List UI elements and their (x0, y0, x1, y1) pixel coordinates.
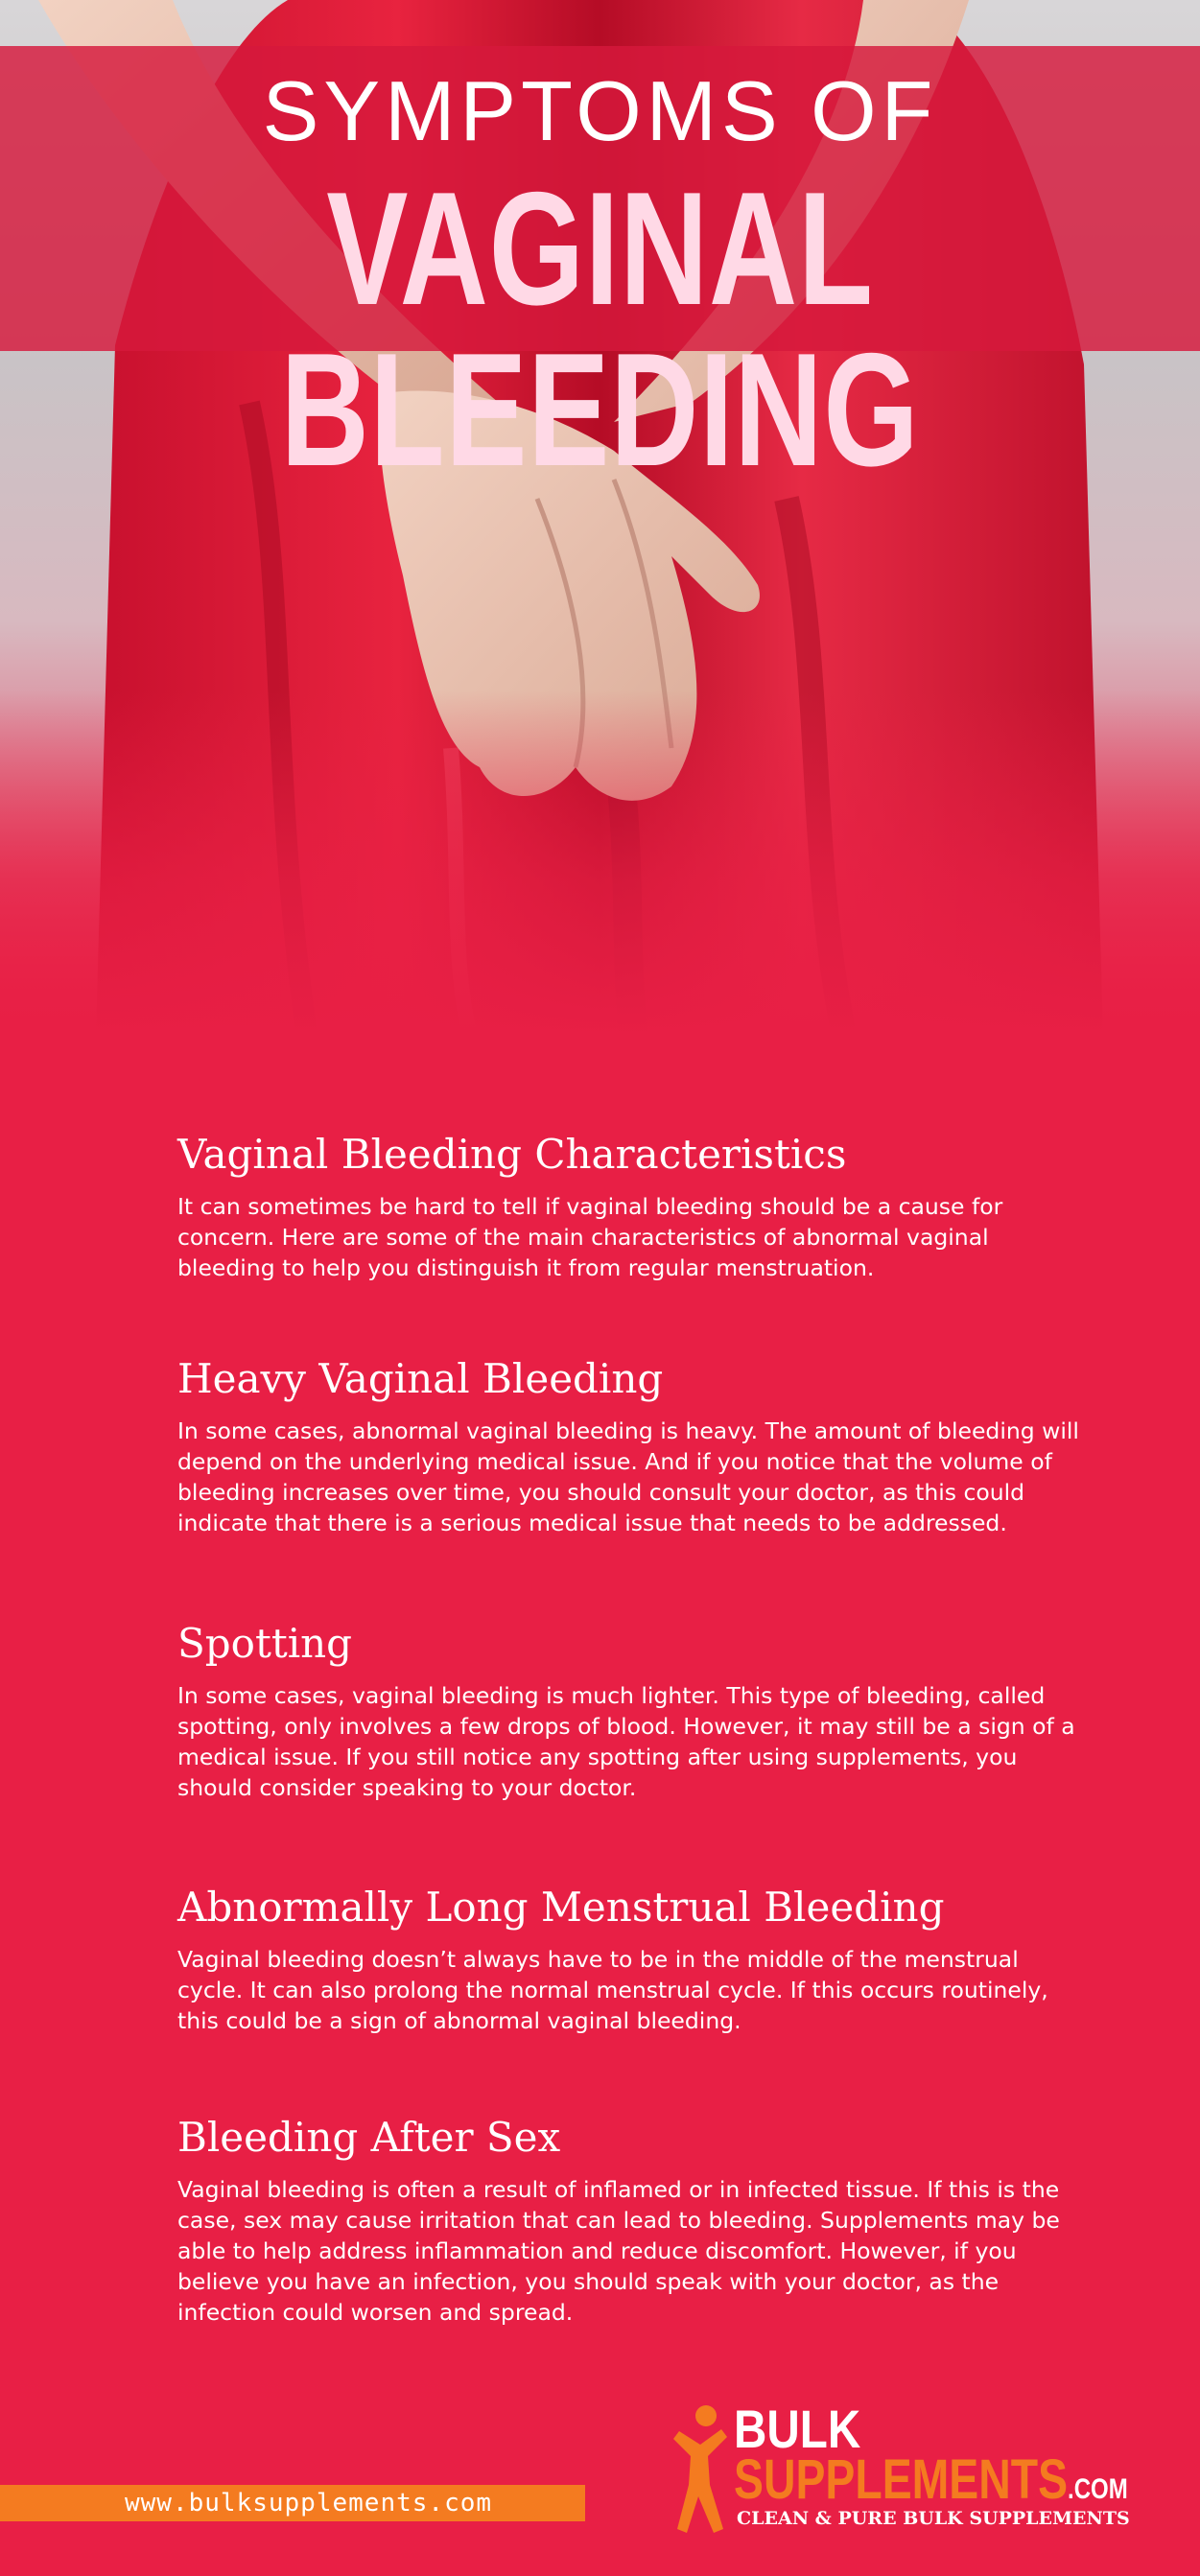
section-heading: Heavy Vaginal Bleeding (177, 1355, 664, 1402)
logo-text-com: .COM (1068, 2473, 1128, 2505)
title-line-1: SYMPTOMS OF (262, 63, 938, 158)
brand-logo[interactable] (671, 2399, 1151, 2546)
section-spotting (177, 1621, 1089, 1803)
logo-text-bulk: BULK (734, 2399, 861, 2459)
section-characteristics (177, 1132, 1089, 1283)
logo-text-supplements: SUPPLEMENTS.COM (734, 2448, 1128, 2511)
hero-fade-overlay (0, 691, 1200, 1036)
section-heading: Bleeding After Sex (177, 2114, 561, 2161)
section-heading: Vaginal Bleeding Characteristics (177, 1131, 847, 1178)
website-link[interactable]: www.bulksupplements.com (125, 2489, 493, 2517)
section-body: It can sometimes be hard to tell if vaginal bleeding should be a cause for concern. Here are some of the main characteristics of abnormal vaginal bleeding to help you distinguish it from regular menstruation. (177, 1193, 1003, 1282)
section-after-sex (177, 2115, 1089, 2328)
section-body: In some cases, vaginal bleeding is much lighter. This type of bleeding, called spotting, only involves a few drops of blood. However, it may still be a sign of a medical issue. If you still notice any spotting after using supplements, you should consider speaking to your doctor. (177, 1682, 1075, 1802)
section-heading: Abnormally Long Menstrual Bleeding (177, 1884, 945, 1931)
section-heading: Spotting (177, 1620, 353, 1667)
section-heavy-bleeding (177, 1356, 1089, 1538)
title-line-2: VAGINAL BLEEDING (280, 158, 920, 500)
logo-tagline: CLEAN & PURE BULK SUPPLEMENTS (737, 2508, 1130, 2529)
section-body: In some cases, abnormal vaginal bleeding is heavy. The amount of bleeding will depend on the underlying medical issue. And if you notice that the volume of bleeding increases over time, you should consult your doctor, as this could indicate that there is a serious medical issue that needs to be addressed. (177, 1417, 1079, 1537)
running-figure-icon (671, 2402, 731, 2537)
section-long-menstrual (177, 1885, 1089, 2036)
section-body: Vaginal bleeding is often a result of inflamed or in infected tissue. If this is the case, sex may cause irritation that can lead to bleeding. Supplements may be able to help address inflammation and reduce discomfort. However, if you believe you have an infection, you should speak with your doctor, as the infection could worsen and spread. (177, 2176, 1060, 2327)
section-body: Vaginal bleeding doesn’t always have to be in the middle of the menstrual cycle. It can also prolong the normal menstrual cycle. If this occurs routinely, this could be a sign of abnormal vaginal bleeding. (177, 1946, 1048, 2035)
